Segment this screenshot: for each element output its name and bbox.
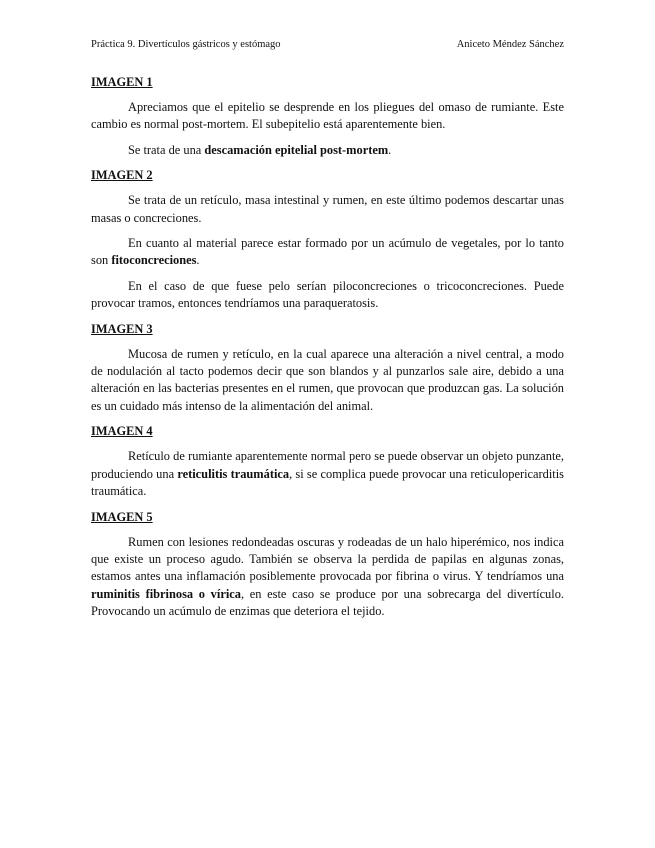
bold-diagnosis: reticulitis traumática — [177, 466, 290, 481]
paragraph — [91, 278, 564, 313]
page-header — [91, 38, 564, 52]
section-heading: IMAGEN 1 — [91, 75, 153, 89]
section-imagen-4 — [91, 423, 564, 500]
header-author: Aniceto Méndez Sánchez — [456, 39, 564, 50]
text-run: , en este caso se produce por una sobrecarga del divertículo. Provocando un acúmulo de enzimas que deteriora el tejido. — [91, 586, 564, 619]
section-imagen-1 — [91, 74, 564, 159]
text-run: En el caso de que fuese pelo serían piloconcreciones o tricoconcreciones. Puede provocar tramos, entonces tendríamos una paraqueratosis. — [91, 278, 564, 311]
section-imagen-5 — [91, 509, 564, 621]
paragraph — [91, 448, 564, 500]
bold-diagnosis: descamación epitelial post-mortem — [204, 142, 389, 157]
text-run: Apreciamos que el epitelio se desprende en los pliegues del omaso de rumiante. Este cambio es normal post-mortem. El subepitelio está aparentemente bien. — [91, 100, 564, 132]
paragraph — [91, 192, 564, 227]
text-run: Mucosa de rumen y retículo, en la cual aparece una alteración a nivel central, a modo de nodulación al tacto podemos decir que son blandos y al punzarlos sale aire, debido a una alteración en las bacterias presentes en el rumen, que provocan que produzcan gas. La solución es un cuidado más intenso de la alimentación del animal. — [91, 346, 564, 413]
header-left-title: Práctica 9. Divertículos gástricos y estómago — [91, 39, 281, 50]
bold-diagnosis: ruminitis fibrinosa o vírica — [91, 586, 241, 601]
section-heading: IMAGEN 4 — [91, 424, 153, 439]
document-body — [91, 74, 564, 621]
paragraph — [91, 99, 564, 134]
text-run: Se trata de un retículo, masa intestinal y rumen, en este último podemos descartar unas masas o concreciones. — [91, 193, 564, 225]
section-heading: IMAGEN 5 — [91, 509, 153, 524]
section-imagen-3 — [91, 321, 564, 416]
text-run: En cuanto al material parece estar formado por un acúmulo de vegetales, por lo tanto son — [91, 236, 564, 268]
paragraph — [91, 346, 564, 416]
section-heading: IMAGEN 3 — [91, 321, 153, 336]
section-imagen-2 — [91, 167, 564, 312]
text-run: . — [388, 142, 392, 157]
text-run: . — [196, 253, 200, 268]
bold-diagnosis: fitoconcreciones — [111, 253, 197, 268]
text-run: , si se complica puede provocar una reticulopericarditis traumática. — [91, 466, 564, 499]
text-run: Se trata de una — [128, 142, 205, 157]
paragraph — [91, 142, 564, 159]
text-run: Rumen con lesiones redondeadas oscuras y rodeadas de un halo hiperémico, nos indica que existe un proceso agudo. También se observa la perdida de papilas en algunas zonas, estamos antes una inflamación posiblemente provocada por fibrina o virus. Y tendríamos una — [91, 534, 564, 584]
paragraph — [91, 534, 564, 621]
text-run: Retículo de rumiante aparentemente normal pero se puede observar un objeto punzante, produciendo una — [91, 449, 564, 481]
section-heading: IMAGEN 2 — [91, 168, 153, 183]
paragraph — [91, 235, 564, 270]
